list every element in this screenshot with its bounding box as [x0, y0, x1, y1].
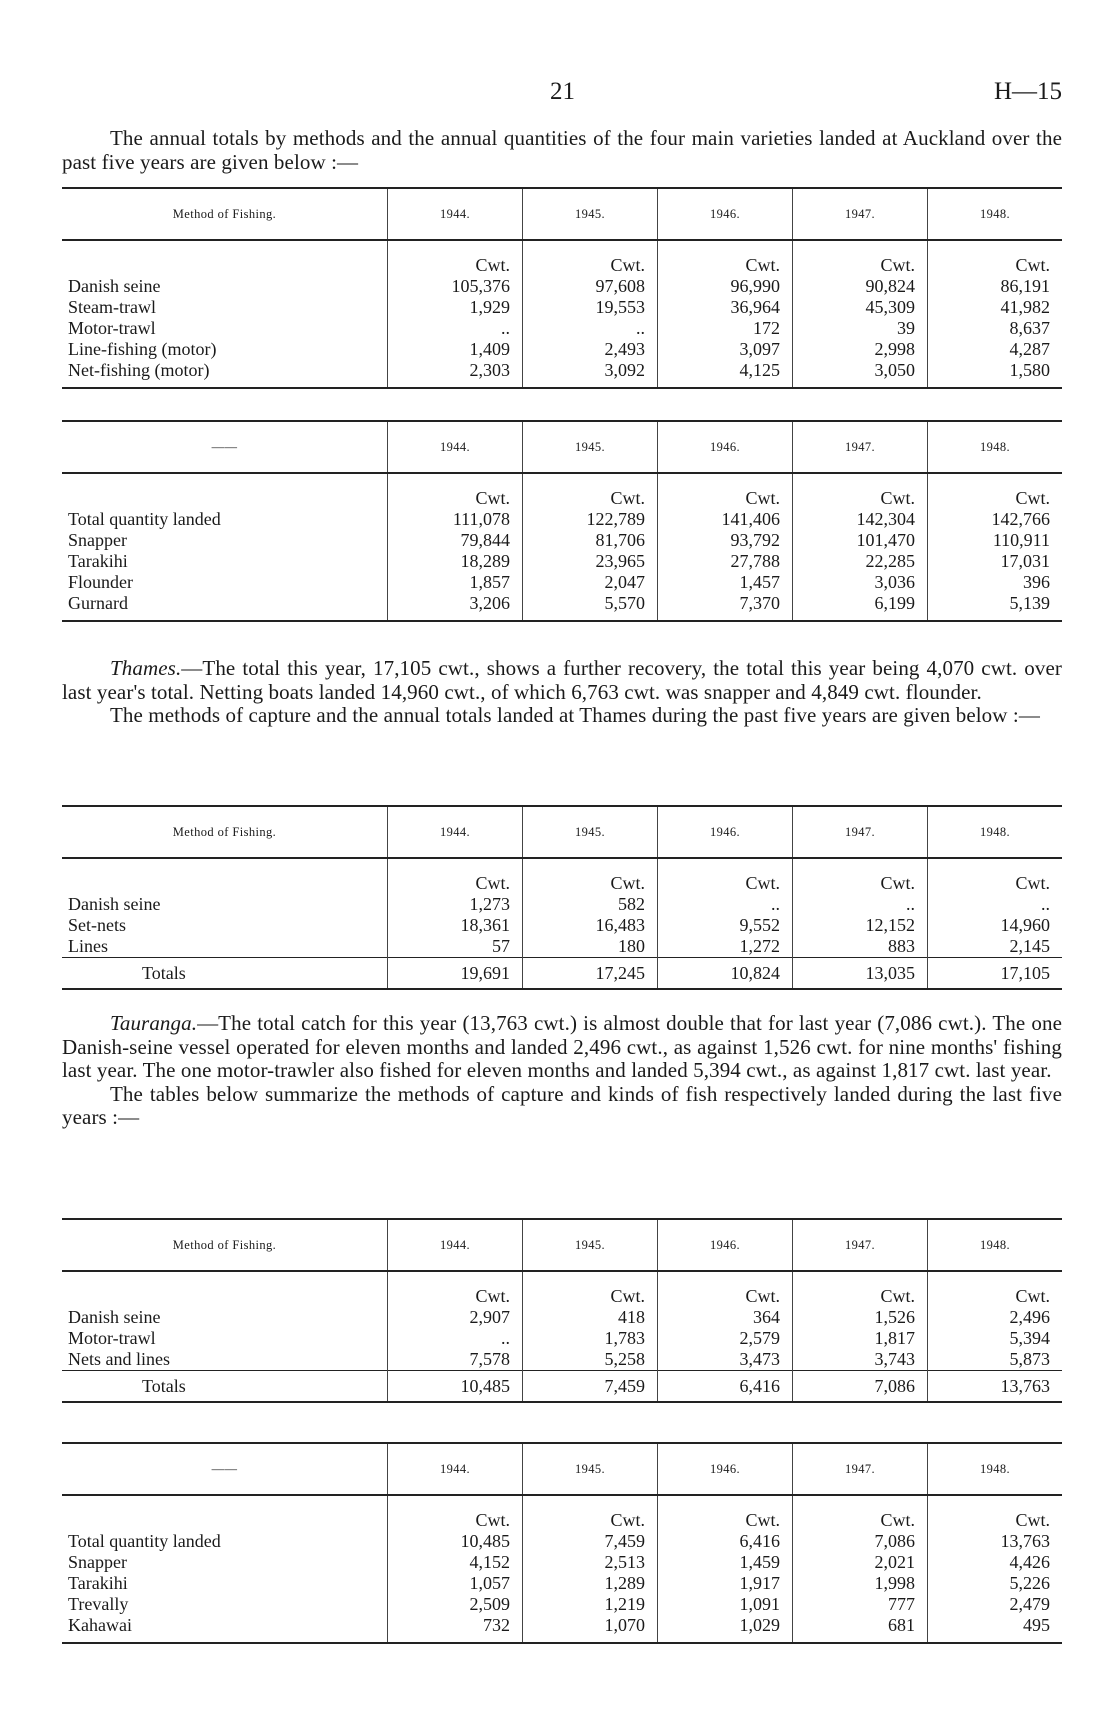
cell-value: 2,509	[388, 1594, 523, 1615]
cell-value: 6,199	[793, 593, 928, 621]
total-value: 10,485	[388, 1371, 523, 1403]
unit-cell: Cwt.	[928, 1495, 1063, 1531]
row-label: Line-fishing (motor)	[68, 339, 217, 359]
cell-value: 4,287	[928, 339, 1063, 360]
unit-cell: Cwt.	[928, 858, 1063, 894]
row-label: Trevally	[68, 1594, 129, 1614]
cell-value: 110,911	[928, 530, 1063, 551]
row-label: Steam-trawl	[68, 297, 156, 317]
cell-value: 3,473	[658, 1349, 793, 1371]
tauranga-text-block	[62, 1012, 1062, 1130]
cell-value: 4,152	[388, 1552, 523, 1573]
cell-value: 7,086	[793, 1531, 928, 1552]
table-header-row	[62, 1443, 1062, 1495]
row-label: Tarakihi	[68, 1573, 128, 1593]
totals-row	[62, 1371, 1062, 1403]
cell-value: 14,960	[928, 915, 1063, 936]
cell-value: 5,258	[523, 1349, 658, 1371]
tauranga-methods-table-block	[62, 1218, 1062, 1403]
cell-value: 9,552	[658, 915, 793, 936]
column-header-label: Method of Fishing.	[62, 188, 388, 240]
column-header-label: Method of Fishing.	[62, 806, 388, 858]
cell-value: 1,272	[658, 936, 793, 958]
cell-value: ..	[928, 894, 1063, 915]
cell-value: 1,929	[388, 297, 523, 318]
column-header-year: 1944.	[388, 806, 523, 858]
unit-cell: Cwt.	[928, 473, 1063, 509]
column-header-year: 1947.	[793, 421, 928, 473]
cell-value: 5,394	[928, 1328, 1063, 1349]
unit-cell: Cwt.	[388, 473, 523, 509]
unit-row	[62, 858, 1062, 894]
cell-value: 86,191	[928, 276, 1063, 297]
unit-cell: Cwt.	[523, 240, 658, 276]
cell-value: 1,070	[523, 1615, 658, 1643]
total-value: 17,105	[928, 958, 1063, 990]
row-label: Nets and lines	[68, 1349, 170, 1369]
column-header-label: Method of Fishing.	[62, 1219, 388, 1271]
unit-cell: Cwt.	[388, 240, 523, 276]
table-row	[62, 339, 1062, 360]
total-value: 13,035	[793, 958, 928, 990]
column-header-year: 1946.	[658, 1443, 793, 1495]
row-label: Kahawai	[62, 1615, 388, 1643]
tauranga-para1: —The total catch for this year (13,763 cwt.) is almost double that for last year (7,086 cwt.). The one Danish-seine vessel operated for eleven months and landed 2,496 cwt., as against 1,526 cwt. for nine months' fishing last year. The one motor-trawler also fished for eleven months and landed 5,394 cwt., as against 1,817 cwt. last year.	[62, 1011, 1062, 1082]
row-label: Gurnard	[62, 593, 388, 621]
cell-value: 1,409	[388, 339, 523, 360]
cell-value: 5,139	[928, 593, 1063, 621]
cell-value: 17,031	[928, 551, 1063, 572]
unit-cell: Cwt.	[523, 1271, 658, 1307]
table-row	[62, 360, 1062, 388]
unit-cell: Cwt.	[658, 858, 793, 894]
unit-cell: Cwt.	[928, 240, 1063, 276]
total-value: 17,245	[523, 958, 658, 990]
cell-value: 41,982	[928, 297, 1063, 318]
cell-value: 97,608	[523, 276, 658, 297]
cell-value: 1,219	[523, 1594, 658, 1615]
cell-value: 1,580	[928, 360, 1063, 388]
cell-value: 45,309	[793, 297, 928, 318]
row-label: Net-fishing (motor)	[62, 360, 388, 388]
cell-value: ..	[388, 1328, 523, 1349]
table-row	[62, 551, 1062, 572]
cell-value: 1,289	[523, 1573, 658, 1594]
column-header-label: ——	[62, 421, 388, 473]
row-label: Lines	[68, 936, 108, 956]
unit-cell: Cwt.	[928, 1271, 1063, 1307]
table-row	[62, 318, 1062, 339]
cell-value: ..	[388, 318, 523, 339]
row-label: Total quantity landed	[68, 509, 221, 529]
unit-cell: Cwt.	[388, 1495, 523, 1531]
column-header-year: 1947.	[793, 188, 928, 240]
cell-value: 22,285	[793, 551, 928, 572]
unit-cell: Cwt.	[523, 473, 658, 509]
total-value: 7,459	[523, 1371, 658, 1403]
cell-value: 777	[793, 1594, 928, 1615]
table-row	[62, 1307, 1062, 1328]
column-header-year: 1947.	[793, 1443, 928, 1495]
thames-table	[62, 805, 1062, 990]
page-header	[62, 78, 1062, 108]
column-header-year: 1948.	[928, 188, 1063, 240]
cell-value: 39	[793, 318, 928, 339]
table-row	[62, 572, 1062, 593]
table-row	[62, 509, 1062, 530]
total-value: 7,086	[793, 1371, 928, 1403]
table-header-row	[62, 421, 1062, 473]
cell-value: 12,152	[793, 915, 928, 936]
tauranga-methods-table	[62, 1218, 1062, 1403]
auckland-methods-table	[62, 187, 1062, 389]
cell-value: 105,376	[388, 276, 523, 297]
unit-cell: Cwt.	[793, 473, 928, 509]
row-label: Tarakihi	[68, 551, 128, 571]
tauranga-heading: Tauranga.	[110, 1011, 198, 1035]
column-header-year: 1946.	[658, 421, 793, 473]
cell-value: 7,459	[523, 1531, 658, 1552]
unit-cell: Cwt.	[793, 1271, 928, 1307]
cell-value: 1,817	[793, 1328, 928, 1349]
cell-value: 495	[928, 1615, 1063, 1643]
cell-value: 2,303	[388, 360, 523, 388]
cell-value: 1,091	[658, 1594, 793, 1615]
cell-value: 81,706	[523, 530, 658, 551]
table-row	[62, 530, 1062, 551]
auckland-intro-block	[62, 127, 1062, 174]
tauranga-paragraph	[62, 1012, 1062, 1083]
table-row	[62, 1573, 1062, 1594]
unit-cell: Cwt.	[658, 240, 793, 276]
cell-value: 1,057	[388, 1573, 523, 1594]
cell-value: 90,824	[793, 276, 928, 297]
thames-heading: Thames.	[110, 656, 182, 680]
row-label: Set-nets	[68, 915, 126, 935]
auckland-methods-table-block	[62, 187, 1062, 389]
cell-value: 36,964	[658, 297, 793, 318]
document-reference: H—15	[993, 78, 1062, 105]
column-header-year: 1945.	[523, 421, 658, 473]
unit-cell: Cwt.	[388, 1271, 523, 1307]
cell-value: 13,763	[928, 1531, 1063, 1552]
table-header-row	[62, 188, 1062, 240]
thames-table-block	[62, 805, 1062, 990]
cell-value: 96,990	[658, 276, 793, 297]
row-label: Danish seine	[68, 276, 161, 296]
unit-row	[62, 1495, 1062, 1531]
totals-label: Totals	[62, 1371, 388, 1403]
row-label: Total quantity landed	[68, 1531, 221, 1551]
row-label: Snapper	[68, 530, 127, 550]
total-value: 10,824	[658, 958, 793, 990]
cell-value: 57	[388, 936, 523, 958]
column-header-year: 1947.	[793, 1219, 928, 1271]
cell-value: ..	[793, 894, 928, 915]
cell-value: 142,304	[793, 509, 928, 530]
table-header-row	[62, 806, 1062, 858]
cell-value: 2,496	[928, 1307, 1063, 1328]
totals-row	[62, 958, 1062, 990]
column-header-year: 1946.	[658, 806, 793, 858]
cell-value: 2,513	[523, 1552, 658, 1573]
page-number: 21	[550, 78, 575, 105]
cell-value: 180	[523, 936, 658, 958]
thames-para2: The methods of capture and the annual totals landed at Thames during the past five years are given below :—	[110, 703, 1040, 727]
cell-value: 1,857	[388, 572, 523, 593]
cell-value: 7,578	[388, 1349, 523, 1371]
thames-paragraph	[62, 657, 1062, 704]
unit-row	[62, 473, 1062, 509]
cell-value: 2,493	[523, 339, 658, 360]
row-label: Danish seine	[68, 894, 161, 914]
cell-value: 93,792	[658, 530, 793, 551]
cell-value: 79,844	[388, 530, 523, 551]
thames-para1: —The total this year, 17,105 cwt., shows a further recovery, the total this year being 4,070 cwt. over last year's total. Netting boats landed 14,960 cwt., of which 6,763 cwt. was snapper and 4,849 cwt. flounder.	[62, 656, 1062, 704]
cell-value: 1,459	[658, 1552, 793, 1573]
total-value: 19,691	[388, 958, 523, 990]
unit-row	[62, 1271, 1062, 1307]
cell-value: 18,361	[388, 915, 523, 936]
column-header-year: 1945.	[523, 1219, 658, 1271]
total-value: 6,416	[658, 1371, 793, 1403]
unit-cell: Cwt.	[658, 1495, 793, 1531]
cell-value: 8,637	[928, 318, 1063, 339]
cell-value: 681	[793, 1615, 928, 1643]
total-value: 13,763	[928, 1371, 1063, 1403]
cell-value: 2,998	[793, 339, 928, 360]
cell-value: 883	[793, 936, 928, 958]
unit-row	[62, 240, 1062, 276]
cell-value: 27,788	[658, 551, 793, 572]
cell-value: 364	[658, 1307, 793, 1328]
cell-value: 1,917	[658, 1573, 793, 1594]
cell-value: 3,097	[658, 339, 793, 360]
cell-value: 2,021	[793, 1552, 928, 1573]
cell-value: 2,145	[928, 936, 1063, 958]
row-label: Danish seine	[68, 1307, 161, 1327]
cell-value: 418	[523, 1307, 658, 1328]
cell-value: 172	[658, 318, 793, 339]
cell-value: 5,570	[523, 593, 658, 621]
cell-value: 19,553	[523, 297, 658, 318]
row-label: Flounder	[68, 572, 133, 592]
cell-value: 1,783	[523, 1328, 658, 1349]
table-row	[62, 915, 1062, 936]
column-header-year: 1948.	[928, 421, 1063, 473]
cell-value: 3,743	[793, 1349, 928, 1371]
column-header-year: 1946.	[658, 1219, 793, 1271]
table-row	[62, 1328, 1062, 1349]
totals-label: Totals	[62, 958, 388, 990]
cell-value: 142,766	[928, 509, 1063, 530]
cell-value: 2,479	[928, 1594, 1063, 1615]
column-header-year: 1948.	[928, 1219, 1063, 1271]
tauranga-varieties-table-block	[62, 1442, 1062, 1644]
row-label: Motor-trawl	[68, 318, 156, 338]
table-row	[62, 1552, 1062, 1573]
cell-value: 6,416	[658, 1531, 793, 1552]
auckland-intro: The annual totals by methods and the annual quantities of the four main varieties landed at Auckland over the past five years are given below :—	[62, 126, 1062, 174]
table-row	[62, 593, 1062, 621]
thames-text-block	[62, 657, 1062, 728]
cell-value: 5,873	[928, 1349, 1063, 1371]
unit-cell: Cwt.	[793, 858, 928, 894]
column-header-year: 1944.	[388, 1219, 523, 1271]
cell-value: 396	[928, 572, 1063, 593]
unit-cell: Cwt.	[793, 240, 928, 276]
auckland-varieties-table-block	[62, 420, 1062, 622]
table-row	[62, 276, 1062, 297]
cell-value: 732	[388, 1615, 523, 1643]
cell-value: 2,579	[658, 1328, 793, 1349]
cell-value: 3,050	[793, 360, 928, 388]
table-row	[62, 1594, 1062, 1615]
column-header-year: 1945.	[523, 806, 658, 858]
tauranga-varieties-table	[62, 1442, 1062, 1644]
row-label: Snapper	[68, 1552, 127, 1572]
cell-value: 3,036	[793, 572, 928, 593]
cell-value: 7,370	[658, 593, 793, 621]
cell-value: 5,226	[928, 1573, 1063, 1594]
cell-value: 1,029	[658, 1615, 793, 1643]
table-row	[62, 894, 1062, 915]
unit-cell: Cwt.	[388, 858, 523, 894]
column-header-year: 1944.	[388, 421, 523, 473]
tauranga-para2: The tables below summarize the methods of capture and kinds of fish respectively landed during the last five years :—	[62, 1081, 1062, 1129]
cell-value: 1,526	[793, 1307, 928, 1328]
cell-value: 1,273	[388, 894, 523, 915]
cell-value: 582	[523, 894, 658, 915]
cell-value: 10,485	[388, 1531, 523, 1552]
table-row	[62, 1349, 1062, 1371]
cell-value: 1,998	[793, 1573, 928, 1594]
cell-value: 18,289	[388, 551, 523, 572]
cell-value: 16,483	[523, 915, 658, 936]
cell-value: 23,965	[523, 551, 658, 572]
unit-cell: Cwt.	[658, 1271, 793, 1307]
column-header-year: 1948.	[928, 1443, 1063, 1495]
unit-cell: Cwt.	[658, 473, 793, 509]
table-row	[62, 1615, 1062, 1643]
cell-value: 1,457	[658, 572, 793, 593]
table-row	[62, 1531, 1062, 1552]
cell-value: ..	[523, 318, 658, 339]
cell-value: 122,789	[523, 509, 658, 530]
column-header-year: 1945.	[523, 1443, 658, 1495]
cell-value: 3,092	[523, 360, 658, 388]
cell-value: 111,078	[388, 509, 523, 530]
table-row	[62, 936, 1062, 958]
column-header-year: 1946.	[658, 188, 793, 240]
cell-value: 4,125	[658, 360, 793, 388]
cell-value: 101,470	[793, 530, 928, 551]
row-label: Motor-trawl	[68, 1328, 156, 1348]
auckland-varieties-table	[62, 420, 1062, 622]
column-header-year: 1944.	[388, 1443, 523, 1495]
unit-cell: Cwt.	[523, 1495, 658, 1531]
column-header-year: 1948.	[928, 806, 1063, 858]
column-header-year: 1945.	[523, 188, 658, 240]
column-header-year: 1944.	[388, 188, 523, 240]
column-header-label: ——	[62, 1443, 388, 1495]
table-header-row	[62, 1219, 1062, 1271]
cell-value: 141,406	[658, 509, 793, 530]
unit-cell: Cwt.	[523, 858, 658, 894]
column-header-year: 1947.	[793, 806, 928, 858]
cell-value: 2,907	[388, 1307, 523, 1328]
unit-cell: Cwt.	[793, 1495, 928, 1531]
table-row	[62, 297, 1062, 318]
cell-value: 2,047	[523, 572, 658, 593]
cell-value: ..	[658, 894, 793, 915]
cell-value: 4,426	[928, 1552, 1063, 1573]
cell-value: 3,206	[388, 593, 523, 621]
